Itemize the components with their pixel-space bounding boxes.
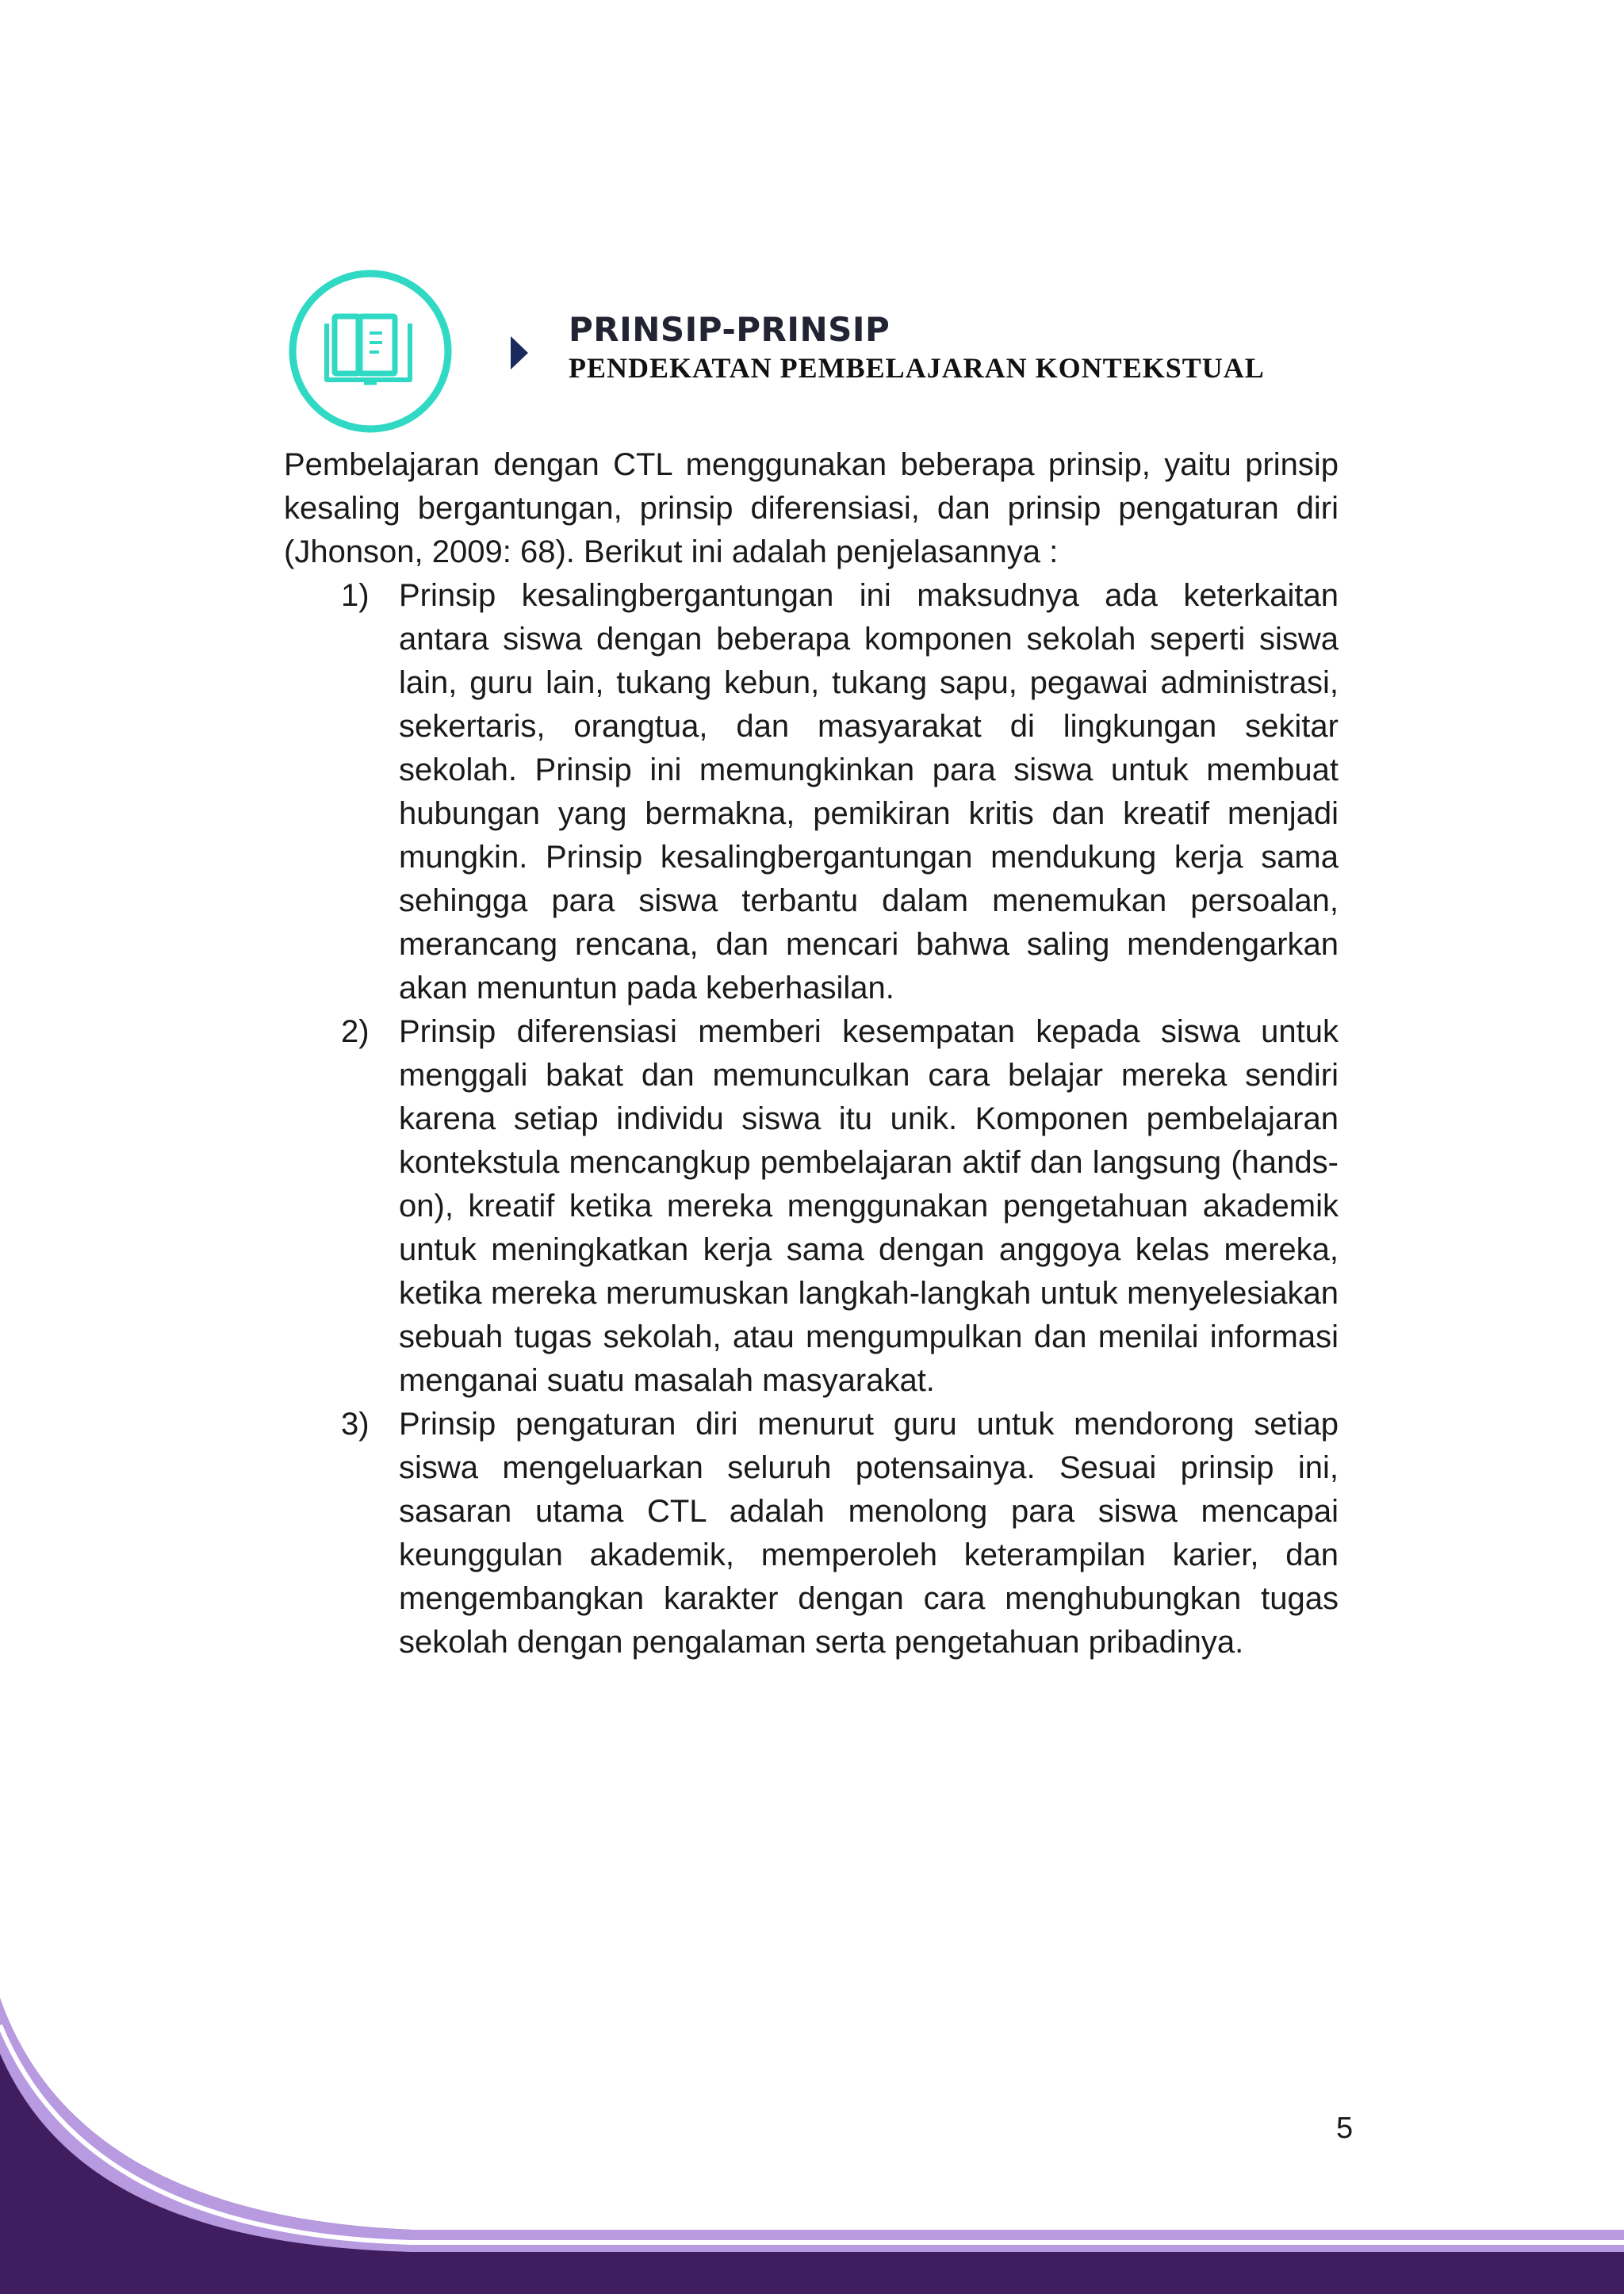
footer-wave-decoration <box>0 1998 1624 2294</box>
list-item <box>284 574 1339 1010</box>
list-item <box>284 1403 1339 1664</box>
section-subtitle: PENDEKATAN PEMBELAJARAN KONTEKSTUAL <box>569 352 1265 384</box>
book-badge <box>287 268 454 435</box>
list-item-number: 2) <box>341 1014 370 1049</box>
list-item-text: Prinsip kesalingbergantungan ini maksudnya ada keterkaitan antara siswa dengan beberapa komponen sekolah seperti siswa lain, guru lain, tukang kebun, tukang sapu, pegawai administrasi, sekertaris, orangtua, dan masyarakat di lingkungan sekitar sekolah. Prinsip ini memungkinkan para siswa untuk membuat hubungan yang bermakna, pemikiran kritis dan kreatif menjadi mungkin. Prinsip kesalingbergantungan mendukung kerja sama sehingga para siswa terbantu dalam menemukan persoalan, merancang rencana, dan mencari bahwa saling mendengarkan akan menuntun pada keberhasilan. <box>399 578 1339 1005</box>
open-book-icon <box>327 316 410 383</box>
list-item-number: 3) <box>341 1407 370 1442</box>
list-item-text: Prinsip pengaturan diri menurut guru untuk mendorong setiap siswa mengeluarkan seluruh potensainya. Sesuai prinsip ini, sasaran utama CTL adalah menolong para siswa mencapai keunggulan akademik, memperoleh keterampilan karier, dan mengembangkan karakter dengan cara menghubungkan tugas sekolah dengan pengalaman serta pengetahuan pribadinya. <box>399 1407 1339 1660</box>
body-content <box>284 443 1339 1664</box>
page-number: 5 <box>1336 2112 1354 2145</box>
section-title: PRINSIP-PRINSIP <box>569 310 891 349</box>
section-heading <box>569 309 1362 385</box>
list-item-text: Prinsip diferensiasi memberi kesempatan kepada siswa untuk menggali bakat dan memunculkan cara belajar mereka sendiri karena setiap individu siswa itu unik. Komponen pembelajaran kontekstula mencangkup pembelajaran aktif dan langsung (hands-on), kreatif ketika mereka menggunakan pengetahuan akademik untuk meningkatkan kerja sama dengan anggoya kelas mereka, ketika mereka merumuskan langkah-langkah untuk menyelesiakan sebuah tugas sekolah, atau mengumpulkan dan menilai informasi menganai suatu masalah masyarakat. <box>399 1014 1339 1398</box>
intro-paragraph: Pembelajaran dengan CTL menggunakan beberapa prinsip, yaitu prinsip kesaling bergantungan, prinsip diferensiasi, dan prinsip pengaturan diri (Jhonson, 2009: 68). Berikut ini adalah penjelasannya : <box>284 447 1339 569</box>
arrow-right-icon <box>509 335 530 371</box>
list-item <box>284 1010 1339 1403</box>
principles-list <box>284 574 1339 1664</box>
list-item-number: 1) <box>341 578 370 613</box>
